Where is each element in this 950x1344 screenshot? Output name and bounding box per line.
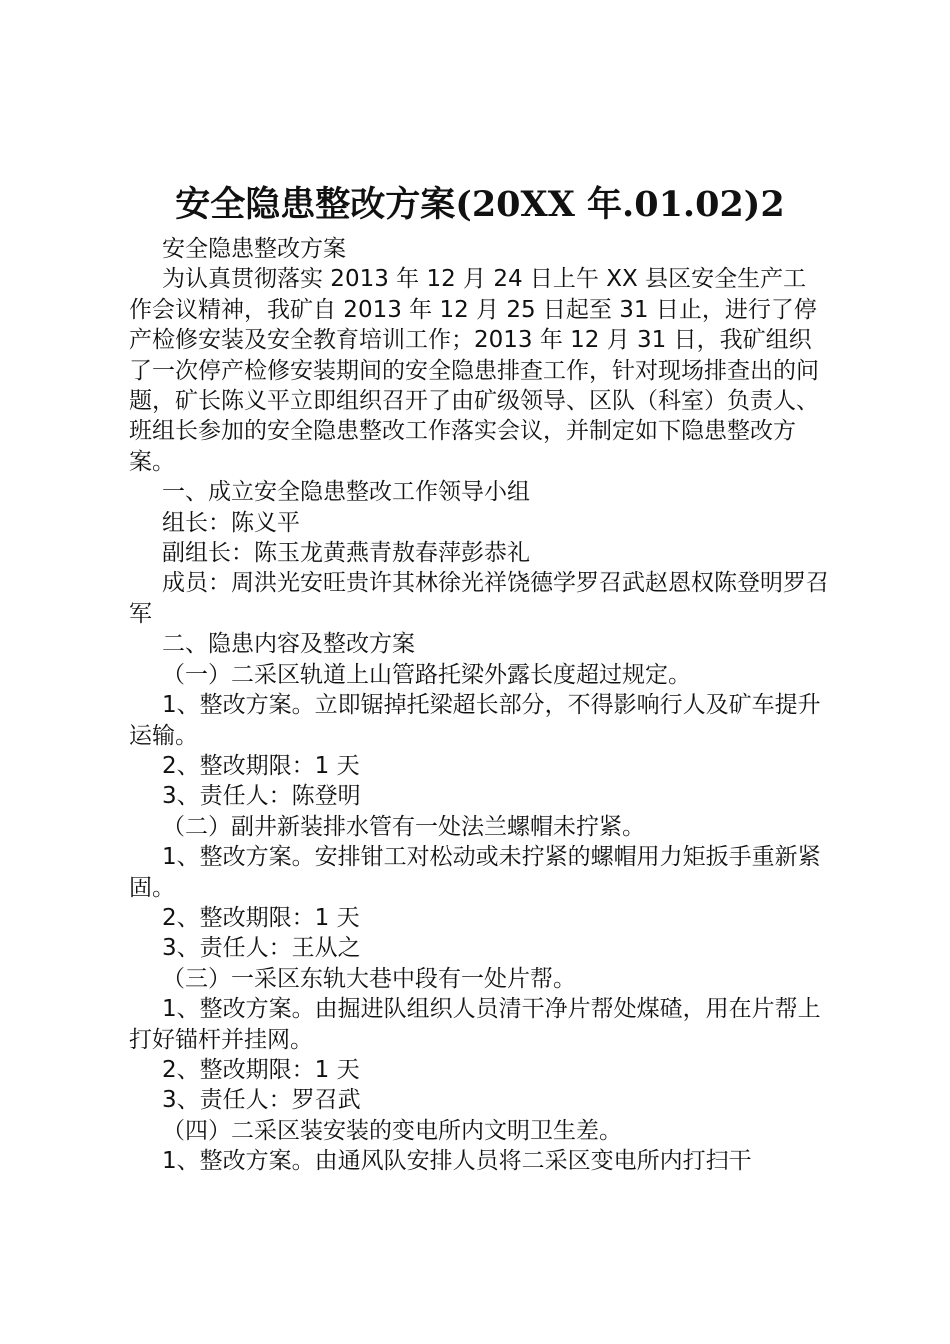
hazard-item-heading: （四）二采区装安装的变电所内文明卫生差。: [162, 1117, 622, 1144]
hazard-item-heading: （三）一采区东轨大巷中段有一处片帮。: [162, 965, 576, 992]
document-title: 安全隐患整改方案(20XX 年.01.02)2: [175, 184, 785, 225]
responsible-person: 3、责任人：罗召武: [162, 1087, 361, 1114]
document-body: [129, 234, 829, 1177]
hazard-item-heading: （二）副井新装排水管有一处法兰螺帽未拧紧。: [162, 813, 645, 840]
rectification-plan: 1、整改方案。安排钳工对松动或未拧紧的螺帽用力矩扳手重新紧固。: [129, 844, 821, 901]
section-heading: 二、隐患内容及整改方案: [162, 631, 415, 658]
rectification-plan: 1、整改方案。由掘进队组织人员清干净片帮处煤碴，用在片帮上打好锚杆并挂网。: [129, 996, 821, 1053]
rectification-plan: 1、整改方案。立即锯掉托梁超长部分，不得影响行人及矿车提升运输。: [129, 692, 821, 749]
rectification-deadline: 2、整改期限：1 天: [162, 1056, 360, 1083]
subtitle-paragraph: 安全隐患整改方案: [162, 236, 346, 262]
rectification-deadline: 2、整改期限：1 天: [162, 752, 360, 779]
members-line: 成员：周洪光安旺贵许其林徐光祥饶德学罗召武赵恩权陈登明罗召军: [129, 570, 829, 627]
rectification-plan: 1、整改方案。由通风队安排人员将二采区变电所内打扫干: [162, 1148, 752, 1175]
leader-line: 组长：陈义平: [162, 509, 300, 536]
deputy-leader-line: 副组长：陈玉龙黄燕青敖春萍彭恭礼: [162, 540, 530, 567]
responsible-person: 3、责任人：王从之: [162, 935, 361, 962]
section-heading: 一、成立安全隐患整改工作领导小组: [162, 479, 530, 506]
responsible-person: 3、责任人：陈登明: [162, 783, 361, 810]
hazard-item-heading: （一）二采区轨道上山管路托梁外露长度超过规定。: [162, 661, 691, 688]
rectification-deadline: 2、整改期限：1 天: [162, 904, 360, 931]
intro-paragraph: 为认真贯彻落实 2013 年 12 月 24 日上午 XX 县区安全生产工作会议精神，我矿自 2013 年 12 月 25 日起至 31 日止，进行了停产检修安装及安全教育培训工作；2013 年 12 月 31 日，我矿组织了一次停产检修安装期间的安全隐患排查工作，针对现场排查出的问题，矿长陈义平立即组织召开了由矿级领导、区队（科室）负责人、班组长参加的安全隐患整改工作落实会议，并制定如下隐患整改方案。: [129, 266, 819, 475]
